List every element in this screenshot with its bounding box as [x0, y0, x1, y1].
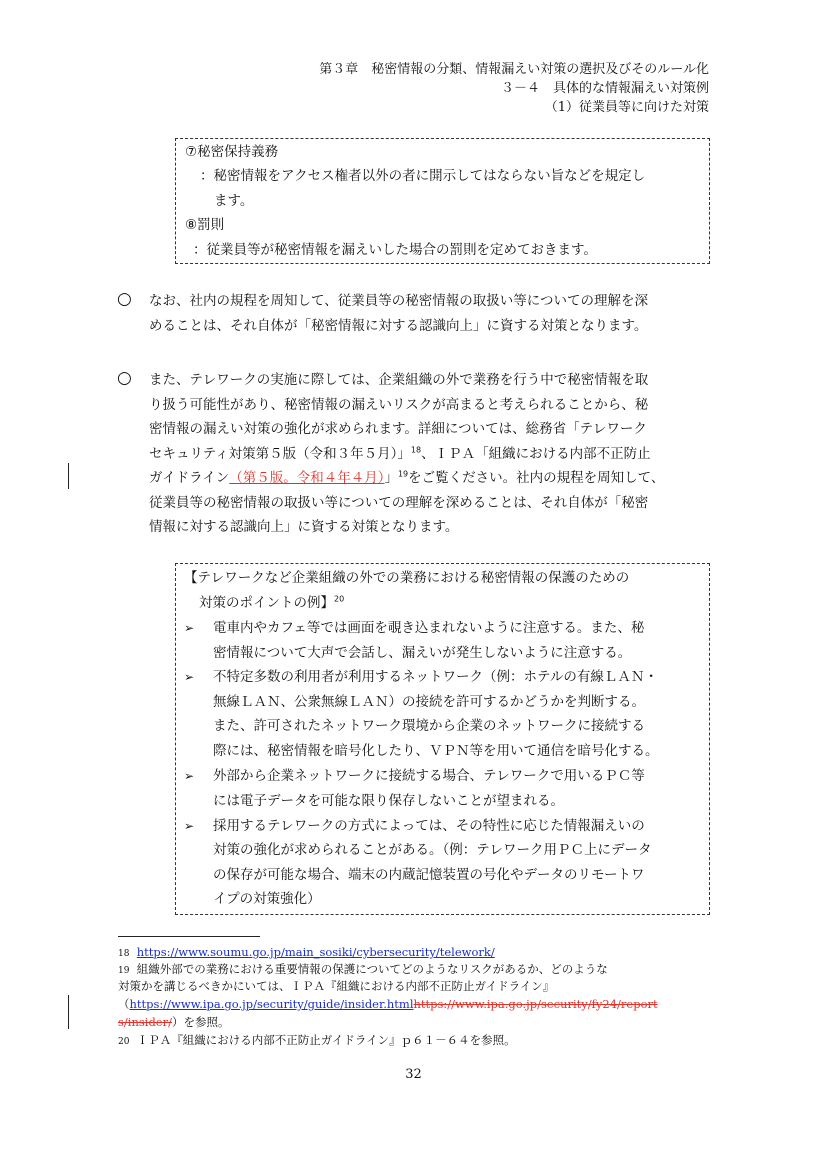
footnote-19-line1: [118, 961, 608, 979]
header-subsection: （1）従業員等に向けた対策: [544, 100, 709, 115]
para1-line2: めることは、それ自体が「秘密情報に対する認識向上」に資する対策となります。: [149, 318, 648, 334]
para2-line5-tail: をご覧ください。社内の規程を周知して、: [408, 470, 665, 486]
footnote-19-text1: 組織外部での業務における重要情報の保護についてどのようなリスクがあるか、どのような: [136, 962, 608, 976]
arrow-bullet-icon: ➢: [184, 819, 195, 833]
item7-line1: ：秘密情報をアクセス権者以外の者に開示してはならない旨などを規定し: [200, 168, 646, 184]
footnote-ref-18[interactable]: 18: [410, 445, 422, 455]
box2-item3-line2: には電子データを可能な限り保存しないことが望まれる。: [213, 793, 564, 809]
para2-bullet: ○: [117, 368, 132, 388]
para2-line7: 情報に対する認識向上」に資する対策となります。: [149, 519, 459, 535]
footnote-18-number: 18: [118, 949, 130, 959]
footnote-ref-19[interactable]: 19: [397, 469, 409, 479]
box2-title-line1: 【テレワークなど企業組織の外での業務における秘密情報の保護のための: [184, 570, 630, 586]
footnote-20: [118, 1032, 516, 1050]
para2-line6: 従業員等の秘密情報の取扱い等についての理解を深めることは、それ自体が「秘密: [149, 495, 649, 511]
footnote-19-deleted-link-end: s/insider/: [118, 1015, 172, 1029]
box2-item4-line3: の保存が可能な場合、端末の内蔵記憶装置の号化やデータのリモートワ: [213, 867, 645, 883]
para2-line4-tail: 、ＩＰＡ「組織における内部不正防止: [421, 446, 651, 462]
footnote-18: [118, 944, 495, 962]
page-number: 32: [405, 1067, 422, 1082]
para2-line4: [149, 442, 651, 466]
footnote-separator: [118, 936, 260, 937]
footnote-18-link[interactable]: https://www.soumu.go.jp/main_sosiki/cybersecurity/telework/: [136, 945, 495, 959]
para2-line4-text: セキュリティ対策第５版（令和３年５月）」: [149, 446, 411, 462]
footnote-20-text: ＩＰＡ『組織における内部不正防止ガイドライン』ｐ６１－６４を参照。: [136, 1033, 516, 1047]
box2-item2-line2: 無線ＬＡＮ、公衆無線ＬＡＮ）の接続を許可するかどうかを判断する。: [213, 694, 645, 710]
para2-line5-text: ガイドライン: [149, 470, 230, 486]
footnote-ref-20[interactable]: 20: [334, 594, 345, 604]
item7-title: ⑦秘密保持義務: [185, 144, 279, 160]
footnote-19-line2: 対策かを講じるべきかにいては、ＩＰＡ『組織における内部不正防止ガイドライン』: [118, 979, 555, 993]
footnote-19-number: 19: [118, 966, 130, 976]
change-bar: [68, 463, 69, 489]
para1-bullet: ○: [117, 289, 132, 309]
box2-item2-line3: また、許可されたネットワーク環境から企業のネットワークに接続する: [213, 718, 645, 734]
box2-item3-line1: 外部から企業ネットワークに接続する場合、テレワークで用いるＰＣ等: [213, 768, 645, 784]
footnote-19-line3: [118, 996, 658, 1012]
item7-line2: ます。: [214, 193, 254, 209]
footnote-19-paren: （: [118, 997, 130, 1011]
box2-item1-line2: 密情報について大声で会話し、漏えいが発生しないように注意する。: [213, 645, 632, 661]
arrow-bullet-icon: ➢: [184, 769, 195, 783]
item8-line1: ：従業員等が秘密情報を漏えいした場合の罰則を定めておきます。: [193, 242, 597, 258]
para2-line5: [149, 466, 664, 490]
item8-title: ⑧罰則: [185, 217, 225, 233]
revision-insert: （第５版。令和４年４月）: [229, 470, 385, 486]
para2-line5-close: 」: [384, 470, 398, 486]
header-chapter: 第３章 秘密情報の分類、情報漏えい対策の選択及びそのルール化: [319, 62, 709, 77]
box2-item4-line2: 対策の強化が求められることがある。（例：テレワーク用ＰＣ上にデータ: [213, 842, 652, 858]
box2-item4-line4: イプの対策強化）: [213, 891, 321, 907]
header-section: ３－４ 具体的な情報漏えい対策例: [500, 81, 709, 96]
change-bar: [68, 995, 69, 1029]
running-header: [319, 60, 709, 117]
box2-item2-line1: 不特定多数の利用者が利用するネットワーク（例：ホテルの有線ＬＡＮ・: [213, 669, 658, 685]
footnote-19-tail: ）を参照。: [171, 1015, 230, 1029]
footnote-19-line4: [118, 1014, 229, 1030]
box2-item4-line1: 採用するテレワークの方式によっては、その特性に応じた情報漏えいの: [213, 818, 645, 834]
footnote-20-number: 20: [118, 1037, 130, 1047]
arrow-bullet-icon: ➢: [184, 670, 195, 684]
box2-item2-line4: 際には、秘密情報を暗号化したり、ＶＰＮ等を用いて通信を暗号化する。: [213, 743, 659, 759]
footnote-19-link[interactable]: https://www.ipa.go.jp/security/guide/insider.html: [129, 997, 414, 1011]
para2-line3: 密情報の漏えい対策の強化が求められます。詳細については、総務省「テレワーク: [149, 421, 647, 437]
para2-line1: また、テレワークの実施に際しては、企業組織の外で業務を行う中で秘密情報を取: [149, 372, 649, 388]
arrow-bullet-icon: ➢: [184, 621, 195, 635]
box2-item1-line1: 電車内やカフェ等では画面を覗き込まれないように注意する。また、秘: [213, 620, 645, 636]
box2-title-text: 対策のポイントの例】: [199, 595, 334, 611]
footnote-19-deleted-link: https://www.ipa.go.jp/security/fy24/report: [413, 997, 658, 1011]
para2-line2: り扱う可能性があり、秘密情報の漏えいリスクが高まると考えられることから、秘: [149, 397, 649, 413]
box2-title-line2: [199, 591, 344, 615]
para1-line1: なお、社内の規程を周知して、従業員等の秘密情報の取扱い等についての理解を深: [149, 293, 648, 309]
